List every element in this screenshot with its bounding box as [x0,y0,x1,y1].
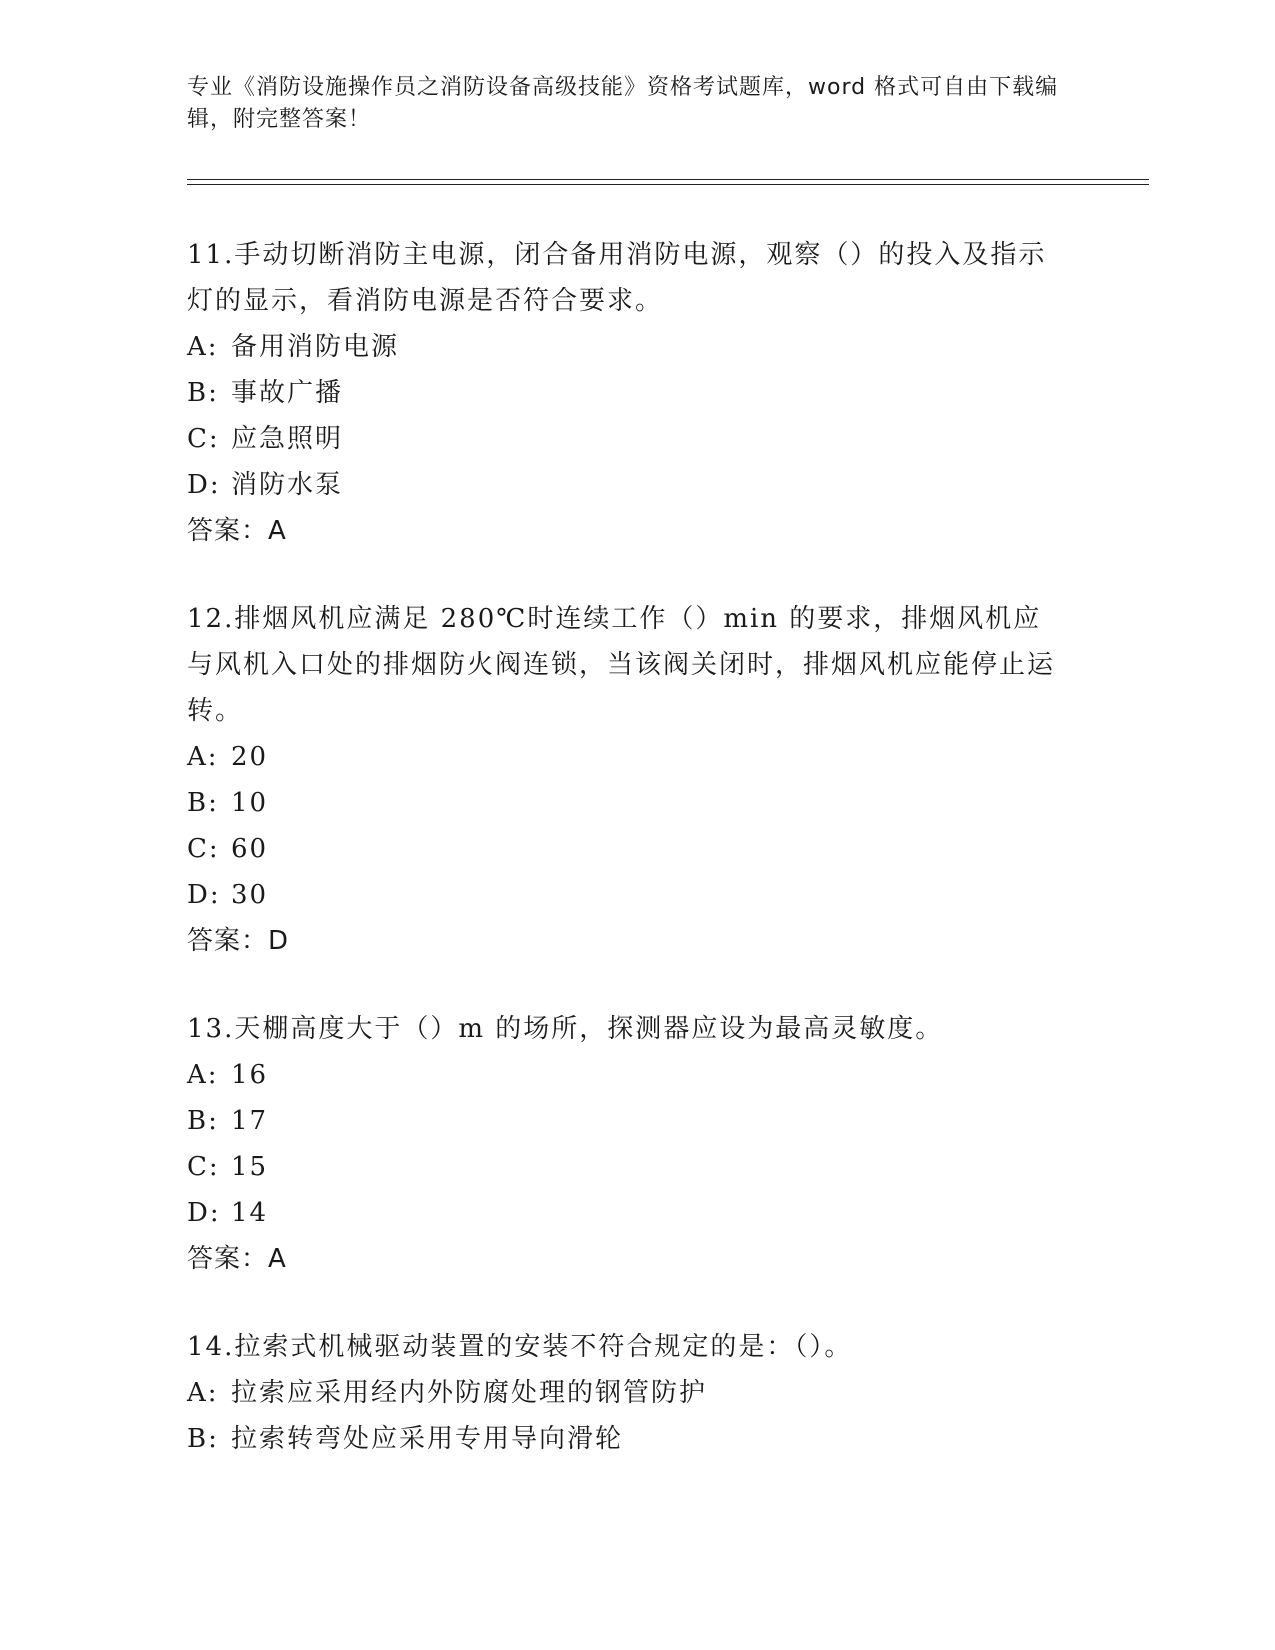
question-12 [187,596,1067,964]
option-letter: C: [187,834,220,864]
option-a [187,1370,1067,1416]
option-letter: C: [187,424,220,454]
option-letter: B: [187,1424,219,1454]
option-b [187,1098,1067,1144]
option-letter: C: [187,1152,220,1182]
option-c [187,416,1067,462]
question-11 [187,232,1067,554]
option-text: 60 [231,834,269,864]
option-letter: A: [187,1060,219,1090]
question-list [187,232,1067,1504]
option-text: 30 [231,880,269,910]
question-text: 13.天棚高度大于（）m 的场所，探测器应设为最高灵敏度。 [187,1014,944,1044]
option-text: 拉索转弯处应采用专用导向滑轮 [231,1424,624,1454]
option-c [187,1144,1067,1190]
option-letter: D: [187,470,221,500]
option-letter: A: [187,332,219,362]
option-d [187,462,1067,508]
option-a [187,1052,1067,1098]
option-b [187,1416,1067,1462]
option-text: 20 [231,742,269,772]
option-text: 17 [231,1106,269,1136]
option-letter: B: [187,378,219,408]
option-letter: A: [187,1378,219,1408]
option-text: 消防水泵 [231,470,344,500]
answer: 答案：A [187,516,287,546]
option-text: 备用消防电源 [231,332,400,362]
option-text: 拉索应采用经内外防腐处理的钢管防护 [231,1378,708,1408]
option-c [187,826,1067,872]
option-text: 14 [231,1198,269,1228]
option-text: 事故广播 [231,378,344,408]
option-letter: A: [187,742,219,772]
option-text: 10 [231,788,269,818]
question-text: 11.手动切断消防主电源，闭合备用消防电源，观察（）的投入及指示灯的显示，看消防电源是否符合要求。 [187,240,1047,316]
option-d [187,872,1067,918]
option-a [187,734,1067,780]
answer: 答案：A [187,1244,287,1274]
option-text: 应急照明 [231,424,344,454]
option-letter: D: [187,880,221,910]
option-b [187,370,1067,416]
option-text: 15 [231,1152,269,1182]
option-d [187,1190,1067,1236]
header-divider-bottom [187,184,1149,185]
option-b [187,780,1067,826]
option-letter: B: [187,788,219,818]
option-letter: D: [187,1198,221,1228]
option-a [187,324,1067,370]
header-note: 专业《消防设施操作员之消防设备高级技能》资格考试题库，word 格式可自由下载编辑，附完整答案！ [187,75,1059,132]
option-letter: B: [187,1106,219,1136]
question-text: 14.拉索式机械驱动装置的安装不符合规定的是：（）。 [187,1332,853,1362]
option-text: 16 [231,1060,269,1090]
question-13 [187,1006,1067,1282]
header-divider-top [187,179,1149,180]
question-text: 12.排烟风机应满足 280℃时连续工作（）min 的要求，排烟风机应与风机入口处的排烟防火阀连锁，当该阀关闭时，排烟风机应能停止运转。 [187,604,1056,726]
answer: 答案：D [187,926,290,956]
question-14 [187,1324,1067,1462]
